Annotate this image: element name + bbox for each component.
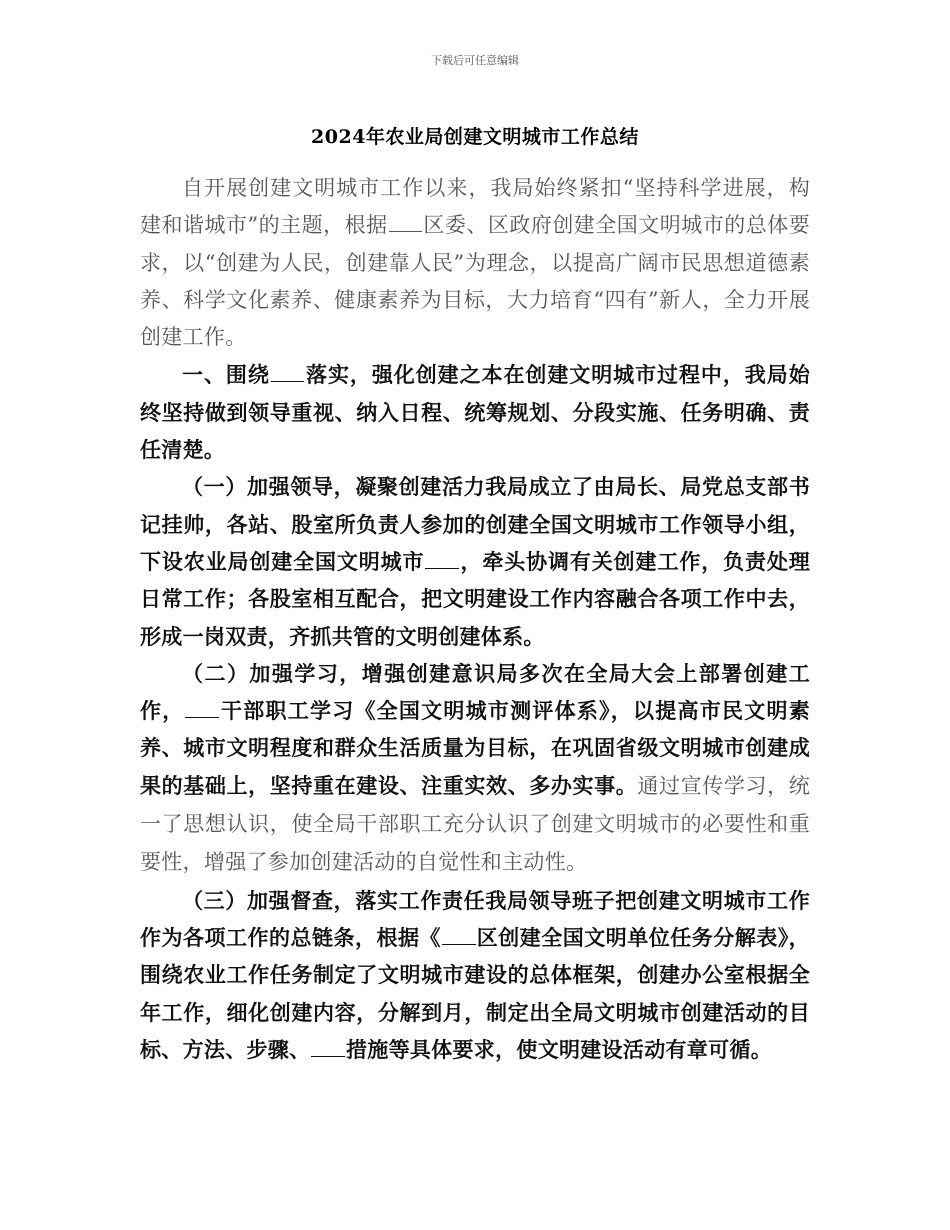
blank-line [311, 1035, 345, 1057]
subsection-2-text-2: 干部职工学习《全国文明城市测评体系》，以提高市民文明素养、城市文明程度和群众生活质量为目标，在巩固省级文明城市创建成果的基础上，坚持重在建设、注重实效、多办实事。 [140, 698, 810, 798]
blank-line [442, 923, 476, 945]
section-1-heading-paragraph [140, 356, 810, 468]
subsection-2-text-3: 通过宣传学习，统一了思想认识，使全局干部职工充分认识了创建文明城市的必要性和重要性，增强了参加创建活动的自觉性和主动性。 [140, 773, 810, 875]
subsection-1-text-2: ，牵头协调有关创建工作，负责处理日常工作；各股室相互配合，把文明建设工作内容融合各项工作中去，形成一岗双责，齐抓共管的文明创建体系。 [140, 548, 810, 649]
intro-text-1: 自开展创建文明城市工作以来，我局始终紧扣“坚持科学进展，构建和谐城市”的主题，根据 [140, 176, 810, 238]
subsection-3-text-2: 区创建全国文明单位任务分解表》，围绕农业工作任务制定了文明城市建设的总体框架，创建办公室根据全年工作，细化创建内容，分解到月，制定出全局文明城市创建活动的目标、方法、步骤、 [140, 924, 810, 1062]
subsection-1-paragraph [140, 468, 810, 654]
blank-line [271, 360, 305, 382]
blank-line [389, 210, 423, 232]
section-1-text-2: 落实，强化创建之本在创建文明城市过程中，我局始终坚持做到领导重视、纳入日程、统筹规划、分段实施、任务明确、责任清楚。 [140, 362, 810, 463]
document-body [140, 170, 810, 1068]
page-header-note: 下载后可任意编辑 [431, 54, 519, 67]
blank-line [185, 696, 219, 718]
intro-text-2: 区委、区政府创建全国文明城市的总体要求，以“创建为人民，创建靠人民”为理念，以提高广阔市民思想道德素养、科学文化素养、健康素养为目标，大力培育“四有”新人，全力开展创建工作。 [140, 213, 810, 350]
subsection-2-paragraph [140, 655, 810, 882]
intro-paragraph [140, 170, 810, 356]
blank-line [425, 547, 459, 569]
section-1-text-1: 一、围绕 [182, 362, 270, 388]
document-title: 2024年农业局创建文明城市工作总结 [311, 126, 639, 148]
subsection-1-text-1: （一）加强领导，凝聚创建活力我局成立了由局长、局党总支部书记挂帅，各站、股室所负责人参加的创建全国文明城市工作领导小组，下设农业局创建全国文明城市 [140, 474, 810, 574]
subsection-3-paragraph [140, 882, 810, 1068]
subsection-3-text-1: （三）加强督查，落实工作责任我局领导班子把创建文明城市工作作为各项工作的总链条，根据《 [140, 887, 810, 950]
subsection-3-text-3: 措施等具体要求，使文明建设活动有章可循。 [346, 1036, 772, 1062]
subsection-2-text-1: （二）加强学习，增强创建意识局多次在全局大会上部署创建工作， [140, 660, 810, 724]
